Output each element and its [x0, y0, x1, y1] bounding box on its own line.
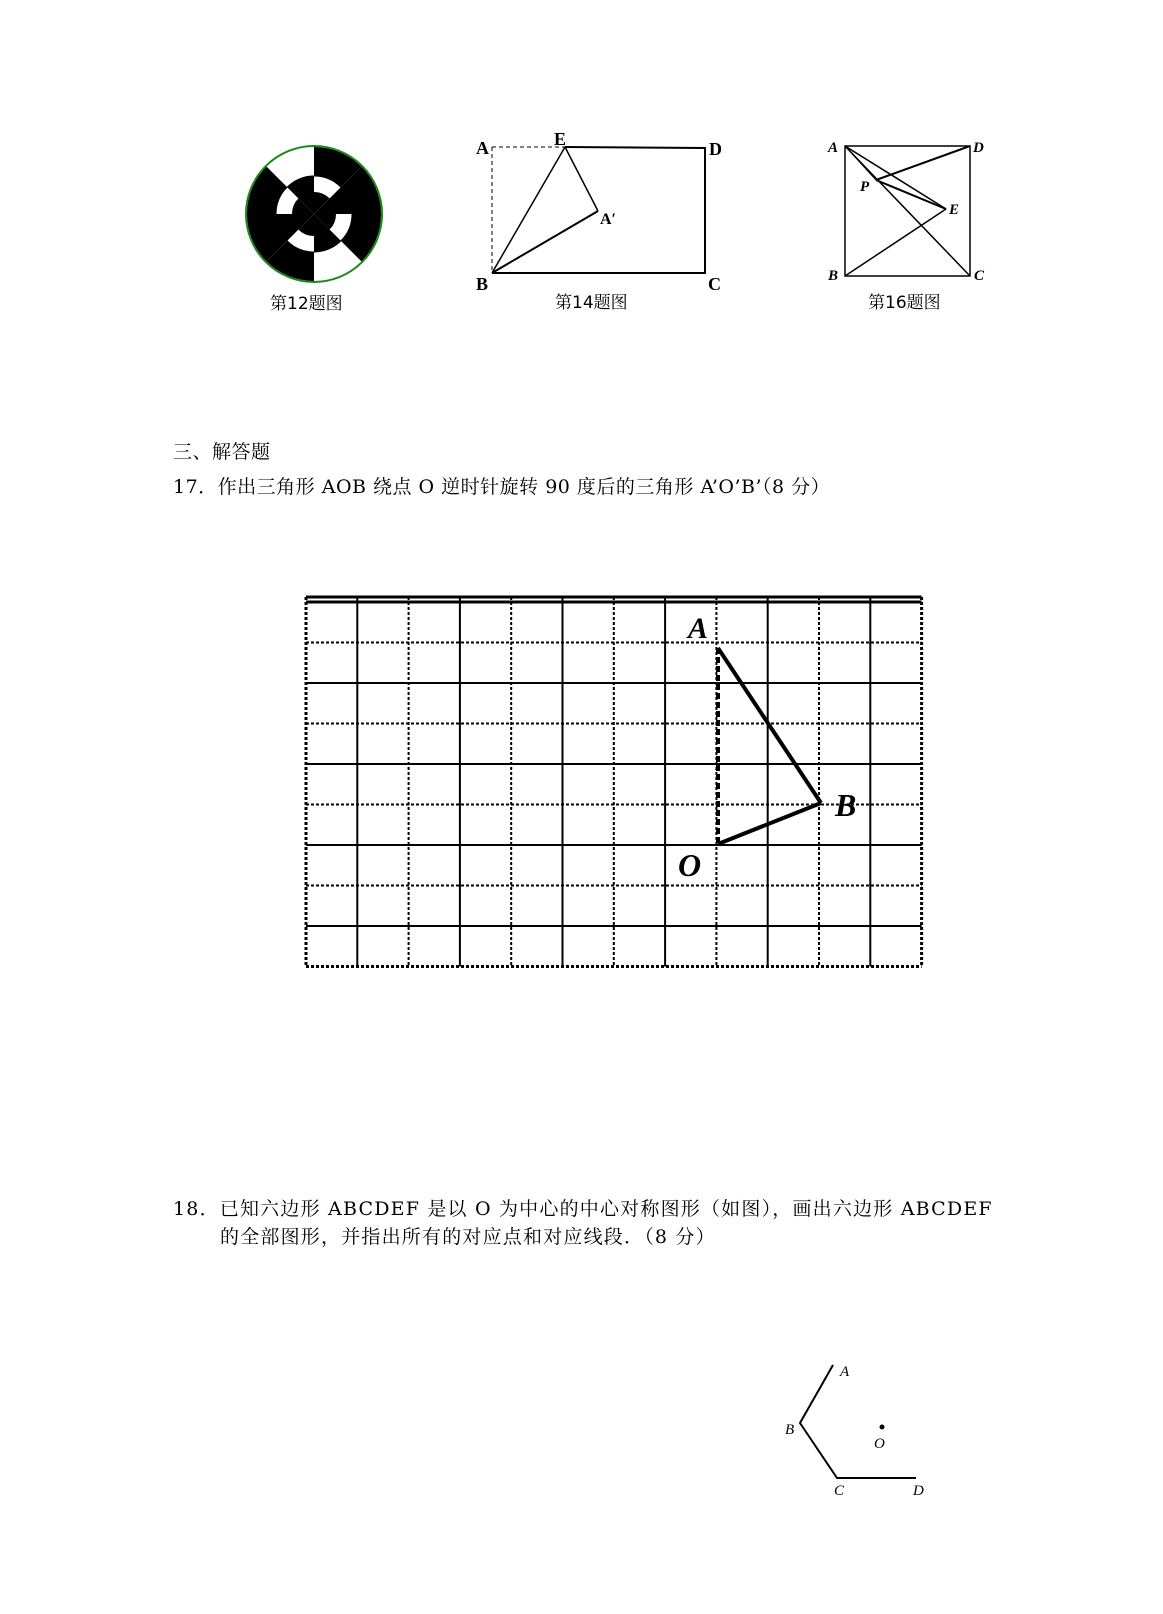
- q18-label-D: D: [913, 1483, 924, 1499]
- fig16-label-P: P: [860, 179, 870, 195]
- fig14-label-A: A: [476, 138, 489, 158]
- question-18-line2: 的全部图形，并指出所有的对应点和对应线段．（8 分）: [220, 1226, 716, 1248]
- question-17-text: 17．作出三角形 AOB 绕点 O 逆时针旋转 90 度后的三角形 A’O’B’（8 分）: [173, 476, 831, 498]
- q17-grid-figure: [303, 594, 935, 971]
- q18-label-O: O: [874, 1436, 885, 1452]
- fig16-label-E: E: [949, 202, 960, 218]
- fig16-label-A: A: [828, 140, 839, 156]
- q18-label-C: C: [834, 1483, 845, 1499]
- fig16-label-C: C: [974, 268, 985, 284]
- fig14-label-C: C: [708, 274, 721, 294]
- q17-label-B: B: [835, 787, 857, 823]
- fig14-label-B: B: [476, 274, 489, 294]
- figure-16-caption: 第16题图: [868, 293, 941, 313]
- fig14-label-E: E: [554, 129, 567, 149]
- figure-12-caption: 第12题图: [270, 294, 343, 314]
- fig14-label-A-prime: A′: [600, 211, 617, 228]
- question-18-line1: 18．已知六边形 ABCDEF 是以 O 为中心的中心对称图形（如图），画出六边形 ABCDEF: [173, 1198, 993, 1220]
- fig16-label-D: D: [973, 140, 984, 156]
- fig16-label-B: B: [828, 268, 839, 284]
- figure-12: [240, 142, 390, 287]
- q17-label-O: O: [678, 847, 702, 883]
- figure-16: [822, 130, 997, 290]
- q17-label-A: A: [688, 612, 709, 645]
- q18-label-B: B: [785, 1422, 795, 1438]
- figure-14-caption: 第14题图: [555, 293, 628, 313]
- grid-lines: [306, 597, 922, 967]
- q18-hexagon-figure: [770, 1350, 950, 1530]
- q18-label-A: A: [840, 1364, 850, 1380]
- figure-14: [470, 128, 730, 296]
- fig14-label-D: D: [709, 139, 722, 159]
- section-title: 三、解答题: [173, 441, 271, 463]
